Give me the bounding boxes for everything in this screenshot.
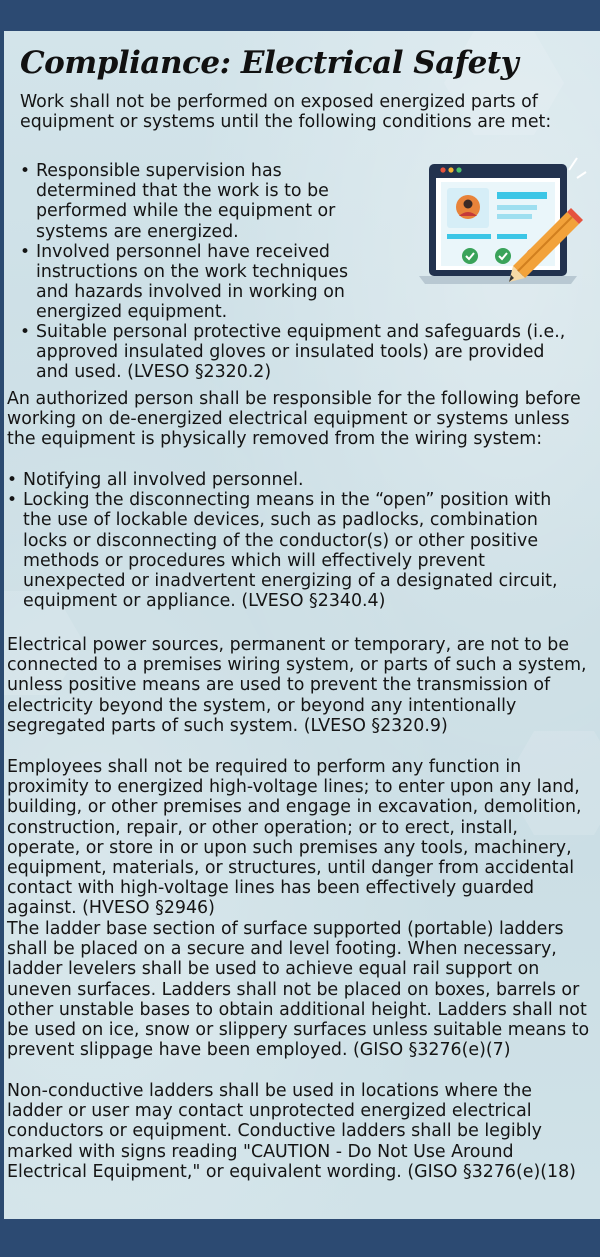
bottom-banner-bar [0, 1219, 600, 1257]
intro-paragraph: Work shall not be performed on exposed energized parts of equipment or systems until the following conditions are met: [20, 92, 552, 133]
authorized-actions-list [7, 470, 582, 611]
ladder-footing-paragraph: The ladder base section of surface supported (portable) ladders shall be placed on a secure and level footing. When necessary, ladder levelers shall be used to achieve equal rail support on uneven surfaces. Ladders shall not be placed on boxes, barrels or other unstable bases to obtain additional height. Ladders shall not be used on ice, snow or slippery surfaces unless suitable means to prevent slippage have been employed. (GISO §3276(e)(7) [7, 919, 590, 1061]
power-sources-paragraph: Electrical power sources, permanent or temporary, are not to be connected to a premises wiring system, or parts of such a system, unless positive means are used to prevent the transmission of electricity beyond the system, or beyond any intentionally segregated parts of such system. (LVESO §2320.9) [7, 635, 587, 736]
conditions-list-continued [20, 322, 580, 383]
list-item: • Notifying all involved personnel. [7, 470, 582, 490]
list-item: • Locking the disconnecting means in the “open” position with the use of lockable devices, such as padlocks, combination locks or disconnecting of the conductor(s) or other positive methods or procedures which will effectively prevent unexpected or inadvertent energizing of a designated circuit, equipment or appliance. (LVESO §2340.4) [7, 490, 582, 611]
high-voltage-paragraph: Employees shall not be required to perform any function in proximity to energized high-voltage lines; to enter upon any land, building, or other premises and engage in excavation, demolition, construction, repair, or other operation; or to erect, install, operate, or store in or upon such premises any tools, machinery, equipment, materials, or structures, until danger from accidental contact with high-voltage lines has been effectively guarded against. (HVESO §2946) [7, 757, 582, 919]
check-icon [495, 248, 511, 264]
list-item: • Responsible supervision has determined that the work is to be performed while the equipment or systems are energized. [20, 161, 380, 242]
non-conductive-ladders-paragraph: Non-conductive ladders shall be used in locations where the ladder or user may contact unprotected energized electrical conductors or equipment. Conductive ladders shall be legibly marked with signs reading "CAUTION - Do Not Use Around Electrical Equipment," or equivalent wording. (GISO §3276(e)(18) [7, 1081, 576, 1182]
list-item: • Involved personnel have received instructions on the work techniques and hazards involved in working on energized equipment. [20, 242, 380, 323]
content-panel [4, 31, 600, 1219]
laptop-checklist-illustration [417, 156, 587, 291]
list-item: • Suitable personal protective equipment and safeguards (i.e., approved insulated gloves or insulated tools) are provided and used. (LVESO §2320.2) [20, 322, 580, 383]
check-icon [462, 248, 478, 264]
authorized-person-paragraph: An authorized person shall be responsible for the following before working on de-energized electrical equipment or systems unless the equipment is physically removed from the wiring system: [7, 389, 581, 450]
conditions-list [20, 161, 380, 323]
page-title: Compliance: Electrical Safety [20, 45, 519, 81]
top-banner-bar [0, 0, 600, 31]
